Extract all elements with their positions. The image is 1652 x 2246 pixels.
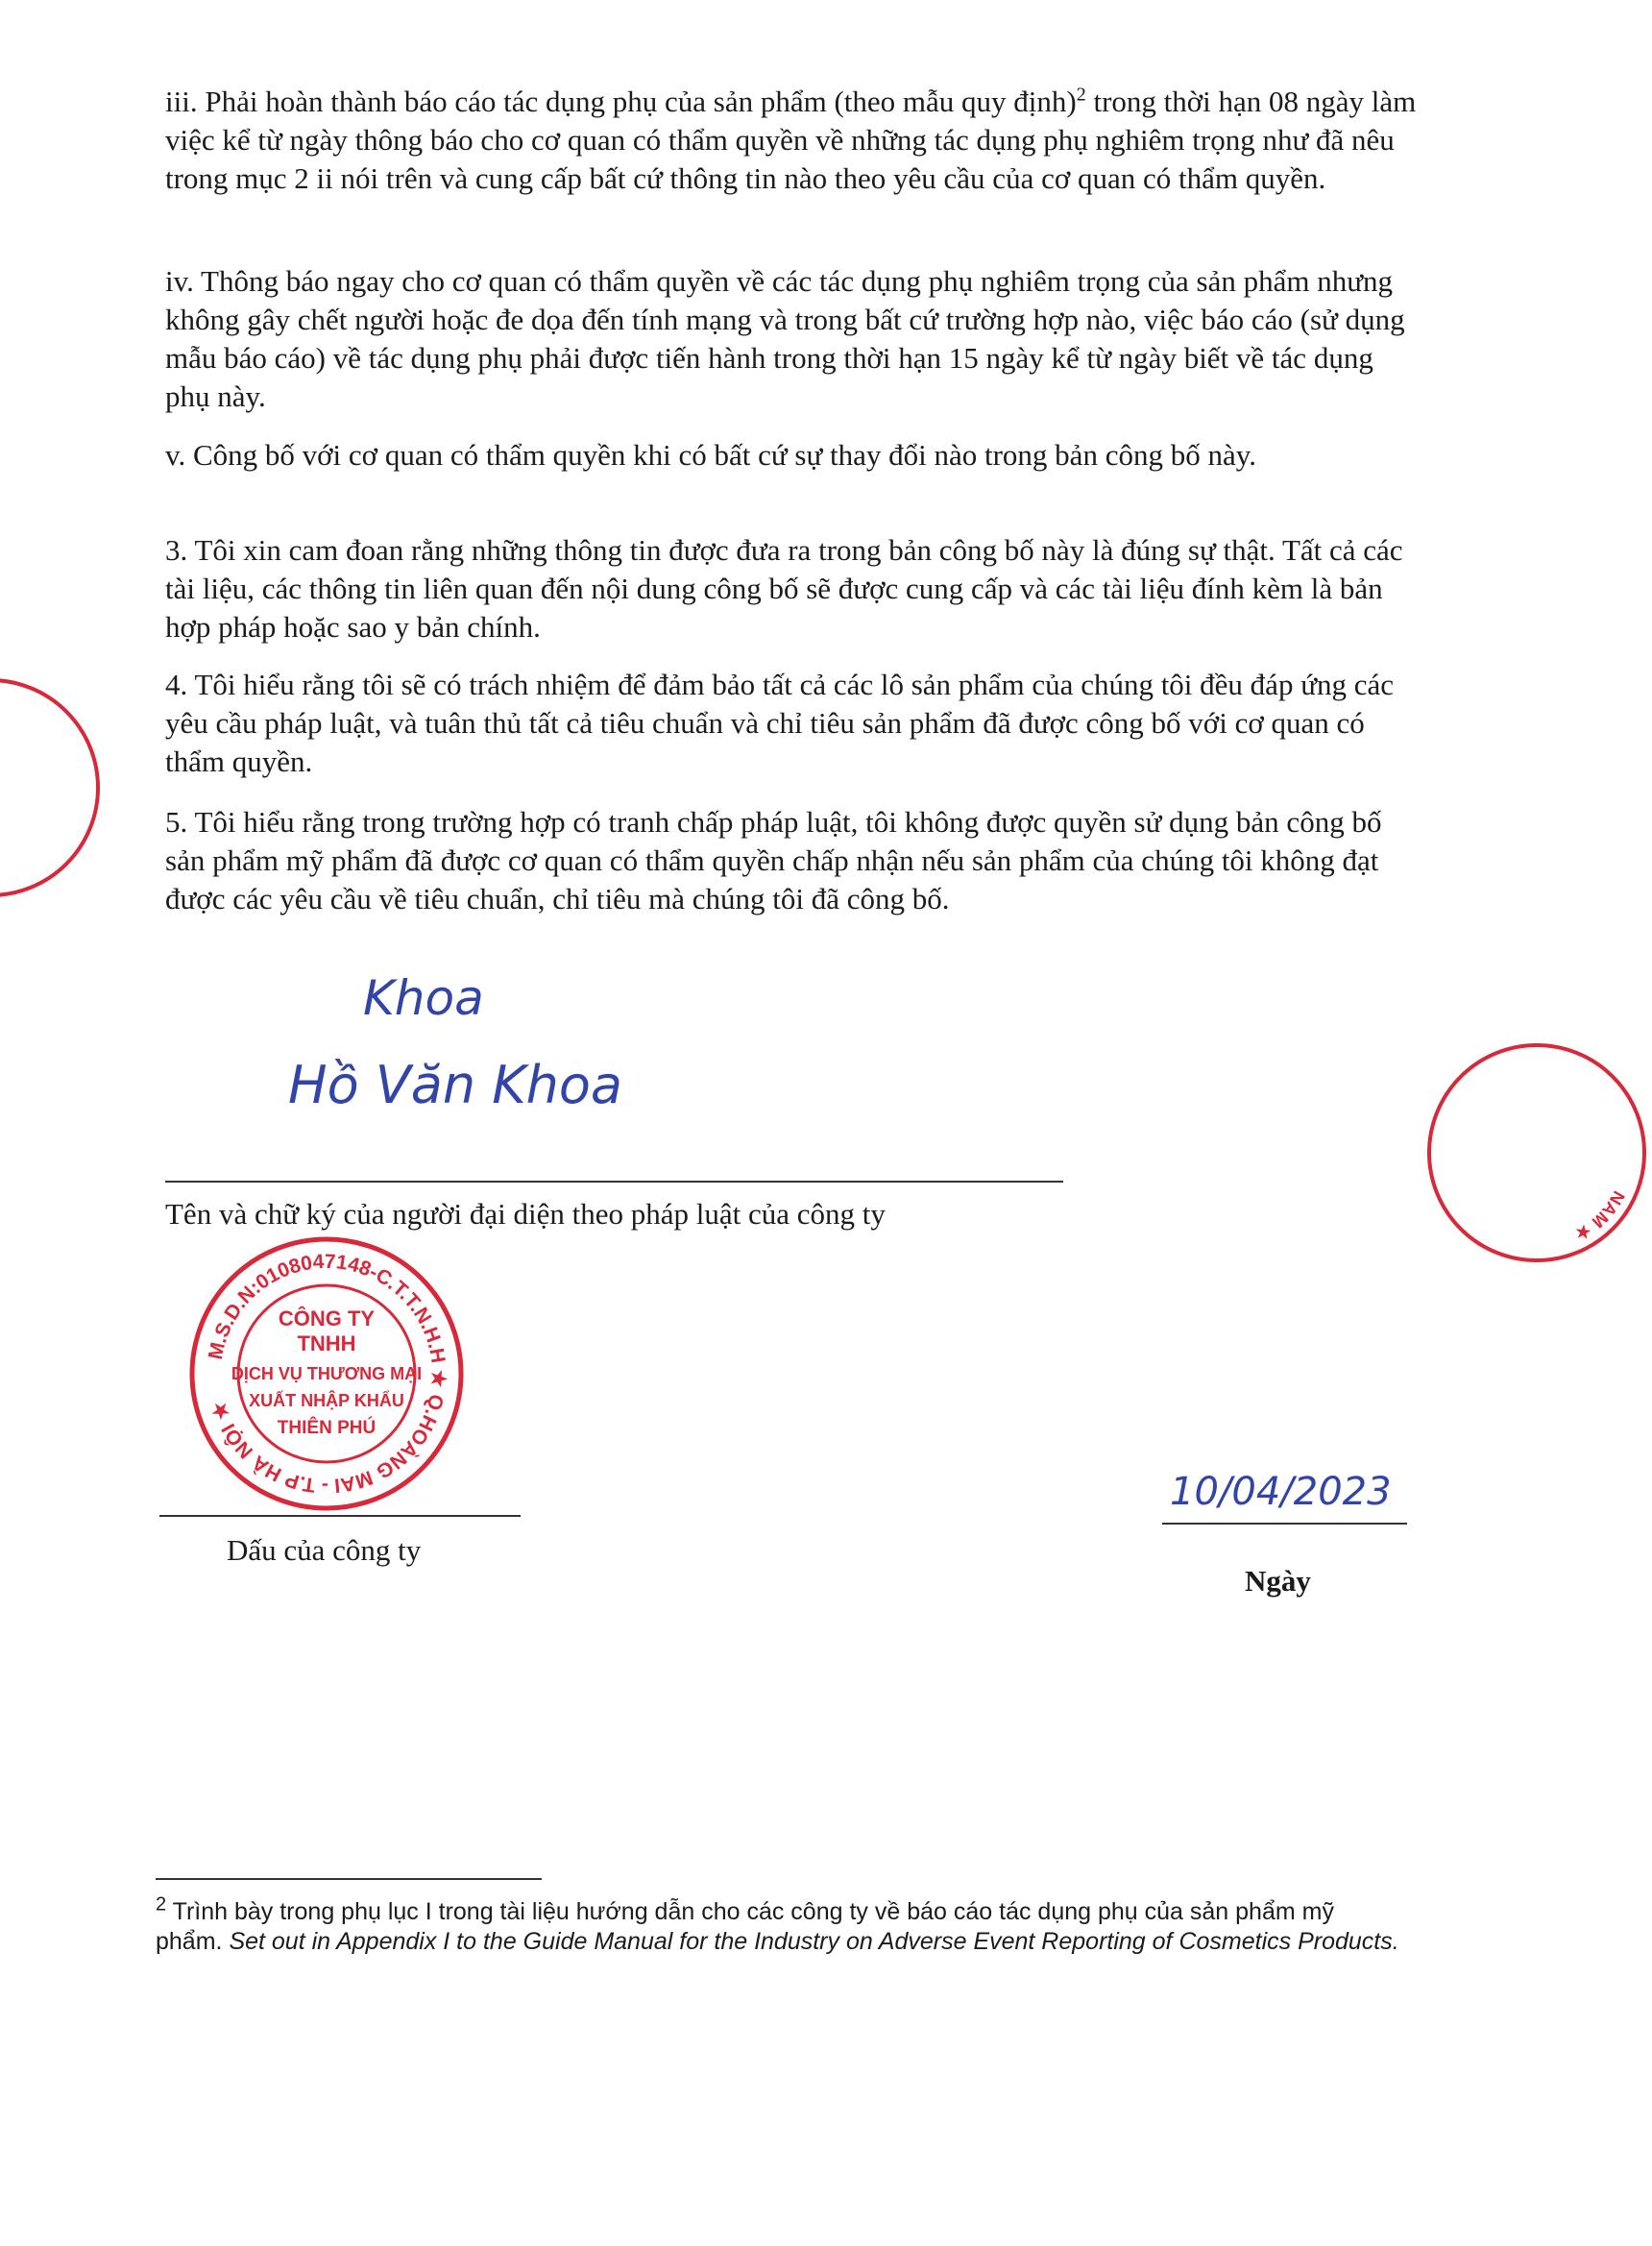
signature-full-name: Hồ Văn Khoa bbox=[288, 1055, 622, 1115]
footnote-separator bbox=[156, 1878, 542, 1880]
stamp-ring-text: M.S.D.N:0108047148-C.T.T.N.H.H ★ Q.HOÀNG MAI - T.P HÀ NỘI ★ bbox=[204, 1250, 450, 1498]
stamp-line-1: CÔNG TY bbox=[278, 1306, 376, 1331]
right-stamp-ring bbox=[1429, 1045, 1644, 1260]
stamp-line-2: TNHH bbox=[297, 1331, 356, 1355]
paragraph-iii-text-a: iii. Phải hoàn thành báo cáo tác dụng phụ của sản phẩm (theo mẫu quy định) bbox=[165, 85, 1077, 118]
footnote-reference: 2 bbox=[1076, 84, 1086, 106]
stamp-line bbox=[159, 1515, 521, 1517]
footnote-english: Set out in Appendix I to the Guide Manual for the Industry on Adverse Event Reporting of Cosmetics Products. bbox=[229, 1928, 1399, 1955]
company-stamp bbox=[182, 1230, 471, 1518]
footnote-vietnamese: Trình bày trong phụ lục I trong tài liệu hướng dẫn cho các công ty về báo cáo tác dụng phụ của sản phẩm mỹ phẩm. bbox=[156, 1898, 1334, 1955]
stamp-label: Dấu của công ty bbox=[227, 1533, 422, 1567]
stamp-line-4: XUẤT NHẬP KHẨU bbox=[249, 1391, 404, 1410]
signature-short: Khoa bbox=[363, 970, 484, 1026]
right-edge-stamp bbox=[1421, 1038, 1652, 1268]
paragraph-v: v. Công bố với cơ quan có thẩm quyền khi có bất cứ sự thay đổi nào trong bản công bố này. bbox=[165, 438, 1256, 472]
left-stamp-ring bbox=[0, 680, 98, 895]
stamp-line-5: THIÊN PHÚ bbox=[277, 1418, 377, 1438]
right-stamp-text: NAM ★ bbox=[1571, 1187, 1629, 1245]
left-edge-stamp bbox=[0, 672, 106, 903]
stamp-line-3: DỊCH VỤ THƯƠNG MẠI bbox=[231, 1364, 423, 1383]
footnote bbox=[156, 1893, 1404, 1957]
signature-line bbox=[165, 1181, 1063, 1183]
signature-label: Tên và chữ ký của người đại diện theo pháp luật của công ty bbox=[165, 1197, 886, 1231]
date-line bbox=[1162, 1523, 1407, 1525]
date-value: 10/04/2023 bbox=[1170, 1470, 1392, 1514]
paragraph-5: 5. Tôi hiểu rằng trong trường hợp có tranh chấp pháp luật, tôi không được quyền sử dụng bản công bố sản phẩm mỹ phẩm đã được cơ quan có thẩm quyền chấp nhận nếu sản phẩm của chúng tôi không đạt được các yêu cầu về tiêu chuẩn, chỉ tiêu mà chúng tôi đã công bố. bbox=[165, 805, 1382, 915]
paragraph-iv: iv. Thông báo ngay cho cơ quan có thẩm quyền về các tác dụng phụ nghiêm trọng của sản phẩm nhưng không gây chết người hoặc đe dọa đến tính mạng và trong bất cứ trường hợp nào, việc báo cáo (sử dụng mẫu báo cáo) về tác dụng phụ phải được tiến hành trong thời hạn 15 ngày kể từ ngày biết về tác dụng phụ này. bbox=[165, 264, 1405, 413]
paragraph-iii bbox=[165, 83, 1423, 198]
paragraph-iii-text-b: trong thời hạn 08 ngày làm việc kể từ ngày thông báo cho cơ quan có thẩm quyền về những tác dụng phụ nghiêm trọng như đã nêu trong mục 2 ii nói trên và cung cấp bất cứ thông tin nào theo yêu cầu của cơ quan có thẩm quyền. bbox=[165, 85, 1417, 195]
paragraph-3: 3. Tôi xin cam đoan rằng những thông tin được đưa ra trong bản công bố này là đúng sự thật. Tất cả các tài liệu, các thông tin liên quan đến nội dung công bố sẽ được cung cấp và các tài liệu đính kèm là bản hợp pháp hoặc sao y bản chính. bbox=[165, 533, 1403, 644]
paragraph-4: 4. Tôi hiểu rằng tôi sẽ có trách nhiệm để đảm bảo tất cả các lô sản phẩm của chúng tôi đều đáp ứng các yêu cầu pháp luật, và tuân thủ tất cả tiêu chuẩn và chỉ tiêu sản phẩm đã được công bố với cơ quan có thẩm quyền. bbox=[165, 668, 1395, 778]
footnote-mark: 2 bbox=[156, 1893, 167, 1916]
date-label: Ngày bbox=[1245, 1564, 1311, 1598]
